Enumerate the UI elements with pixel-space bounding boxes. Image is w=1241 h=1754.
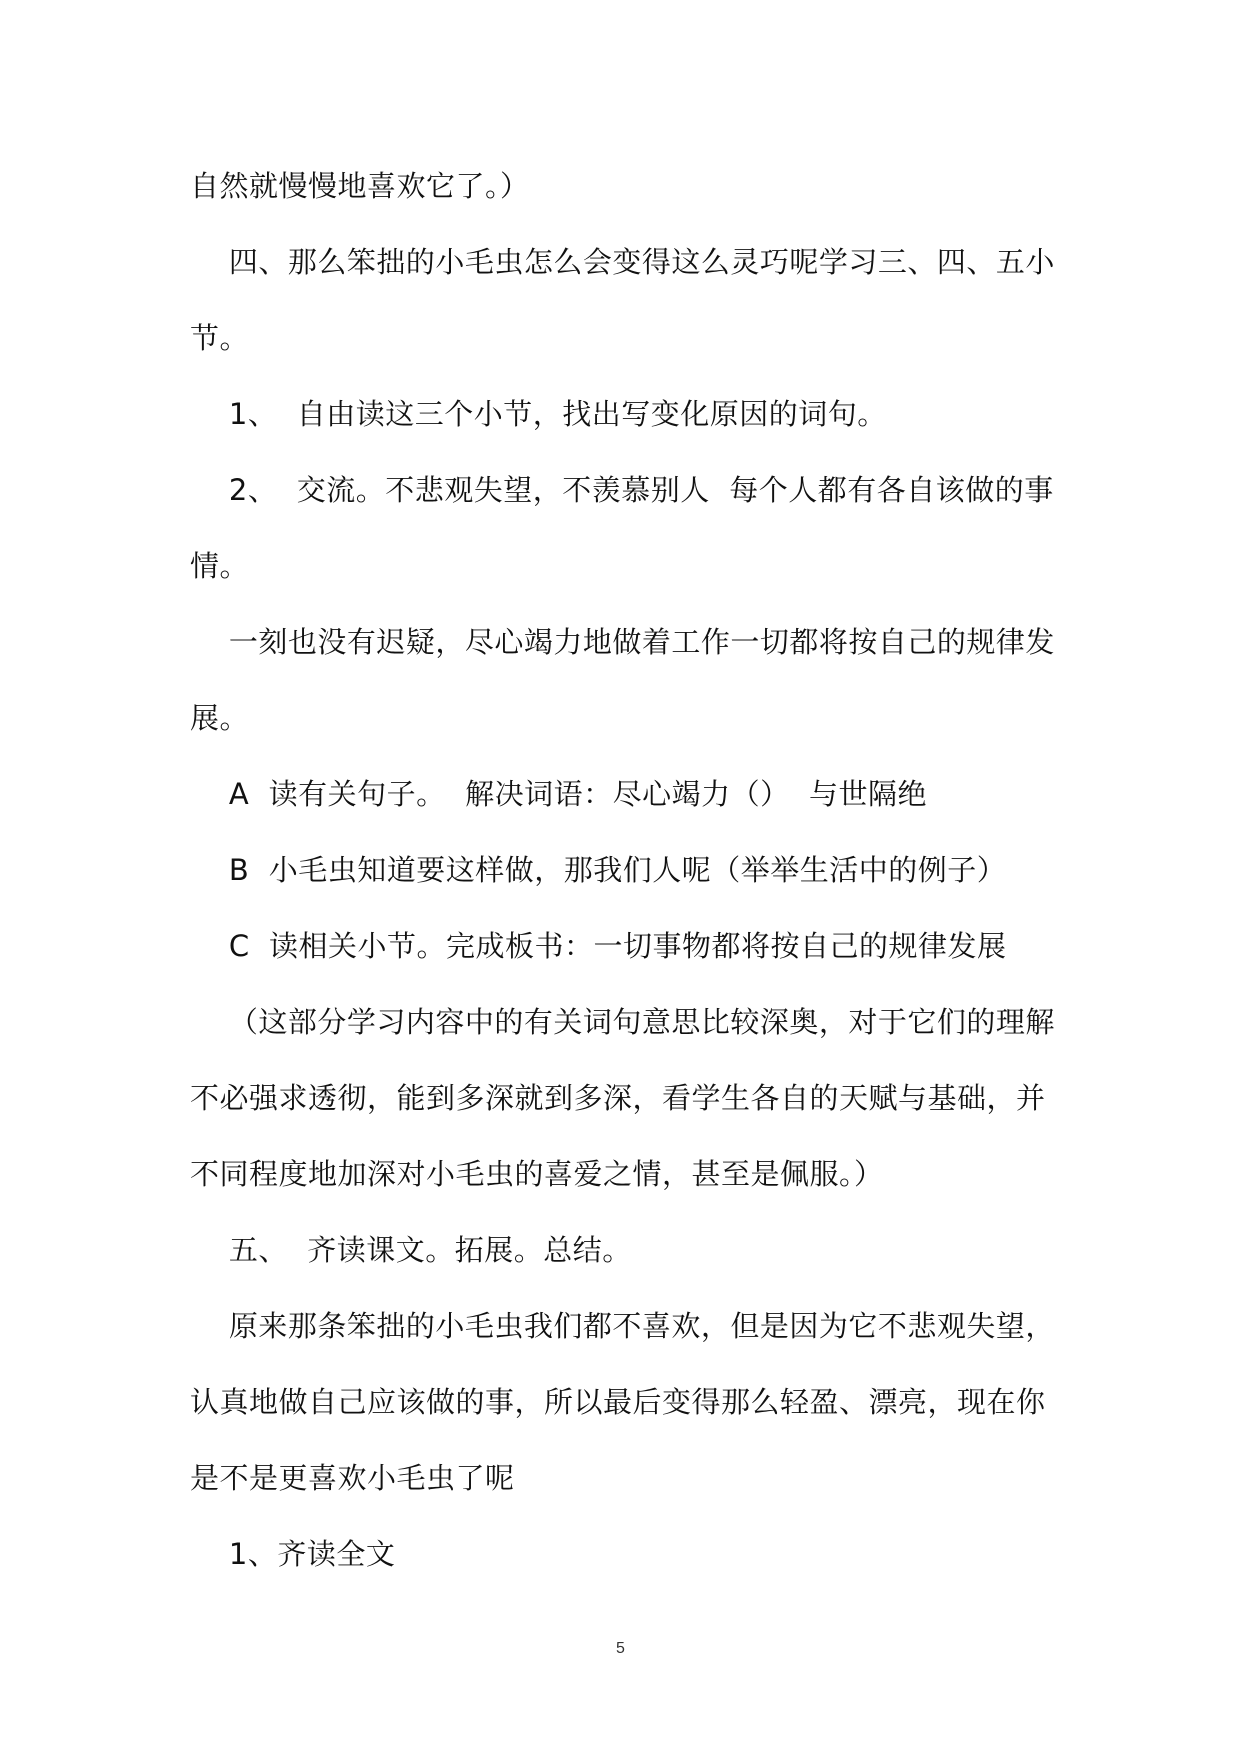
paragraph-1: 自然就慢慢地喜欢它了。） [190, 169, 530, 203]
page-number: 5 [616, 1640, 625, 1657]
paragraph-5: 一刻也没有迟疑，尽心竭力地做着工作一切都将按自己的规律发展。 [190, 625, 1055, 735]
paragraph-12: 1、齐读全文 [190, 1537, 396, 1571]
paragraph-2: 四、那么笨拙的小毛虫怎么会变得这么灵巧呢学习三、四、五小节。 [190, 245, 1055, 355]
paragraph-8: C 读相关小节。完成板书：一切事物都将按自己的规律发展 [190, 929, 1007, 963]
paragraph-11: 原来那条笨拙的小毛虫我们都不喜欢，但是因为它不悲观失望，认真地做自己应该做的事，所以最后变得那么轻盈、漂亮，现在你是不是更喜欢小毛虫了呢 [190, 1309, 1055, 1495]
paragraph-7: B 小毛虫知道要这样做，那我们人呢（举举生活中的例子） [190, 853, 1007, 887]
paragraph-9: （这部分学习内容中的有关词句意思比较深奥，对于它们的理解不必强求透彻，能到多深就到多深，看学生各自的天赋与基础，并不同程度地加深对小毛虫的喜爱之情，甚至是佩服。） [190, 1005, 1055, 1191]
paragraph-3: 1、 自由读这三个小节，找出写变化原因的词句。 [190, 397, 887, 431]
paragraph-10: 五、 齐读课文。拓展。总结。 [190, 1233, 632, 1267]
page-body [190, 148, 1070, 1592]
paragraph-6: A 读有关句子。 解决词语：尽心竭力（） 与世隔绝 [190, 777, 928, 811]
paragraph-4: 2、 交流。不悲观失望，不羡慕别人 每个人都有各自该做的事情。 [190, 473, 1054, 583]
